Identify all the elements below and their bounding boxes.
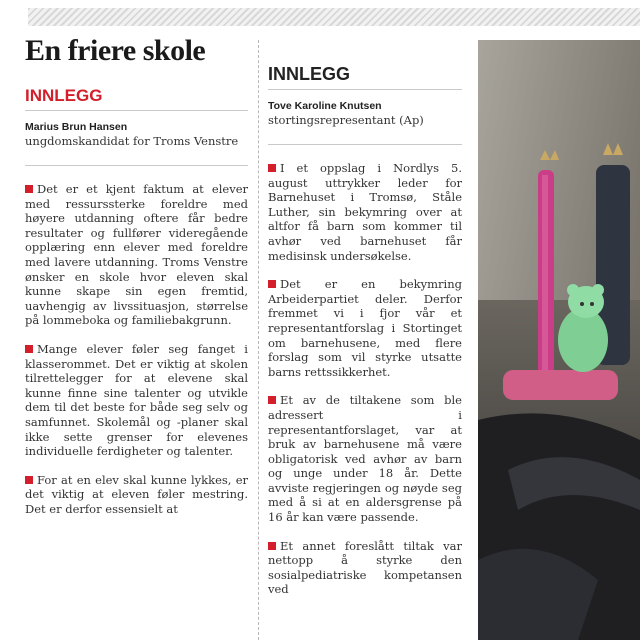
author-role: ungdomskandidat for Troms Venstre: [25, 134, 239, 148]
paragraph: Det er en bekymring Arbeiderpartiet deler. Derfor fremmet vi i fjor vår et representantforslag i Stortinget om barnehusene, med flere forslag som vil styrke utsatte barns rettssikkerhet.: [268, 277, 462, 379]
author-name: Tove Karoline Knutsen: [268, 100, 382, 112]
headline: En friere skole: [25, 34, 206, 67]
byline: [25, 121, 248, 166]
paragraph-marker-icon: [268, 280, 276, 288]
paragraph: Mange elever føler seg fanget i klasserommet. Det er viktig at skolen tilrettelegger for at elevene skal kunne finne sine talenter og utvikle dem til det beste for både seg selv og samfunnet. Skolemål og -planer skal ikke sette grenser for elevenes individuelle ferdigheter og talenter.: [25, 341, 248, 459]
left-article: [25, 34, 248, 530]
paragraph-marker-icon: [268, 164, 276, 172]
paragraph-marker-icon: [25, 185, 33, 193]
header-hatch-bar: [28, 8, 640, 26]
paragraph-marker-icon: [268, 542, 276, 550]
article-photo: [478, 40, 640, 640]
paragraph: Et av de tiltakene som ble adressert i representantforslaget, var at bruk av barnehusene må være obligatorisk ved avhør av barn og unge under 18 år. Dette avviste regjeringen og nøyde seg med å si at en aldersgrense på 16 år kan være passende.: [268, 393, 462, 525]
author-role: stortingsrepresentant (Ap): [268, 113, 424, 127]
photo-illustration: [478, 40, 640, 640]
kicker-label: INNLEGG: [268, 64, 462, 90]
paragraph: I et oppslag i Nordlys 5. august uttrykker leder for Barnehuset i Tromsø, Ståle Luther, sin bekymring over at altfor få barn som kommer til avhør ved barnehuset får medisinsk undersøkelse.: [268, 161, 462, 263]
kicker-label: INNLEGG: [25, 86, 248, 111]
byline: [268, 100, 462, 145]
right-article: [268, 34, 462, 611]
paragraph: Et annet foreslått tiltak var nettopp å styrke den sosialpediatriske kompetansen ved: [268, 538, 462, 597]
paragraph: Det er et kjent faktum at elever med ressurssterke foreldre med høyere utdanning oftere får bedre resultater og fullfører videregående opplæring enn elever med foreldre med lavere utdanning. Troms Venstre ønsker en skole hvor eleven skal kunne skape sin egen fremtid, uavhengig av livssituasjon, størrelse på lommeboka og familiebakgrunn.: [25, 182, 248, 328]
author-name: Marius Brun Hansen: [25, 121, 128, 133]
column-divider: [258, 40, 259, 640]
paragraph-marker-icon: [25, 476, 33, 484]
paragraph-marker-icon: [268, 396, 276, 404]
paragraph: For at en elev skal kunne lykkes, er det viktig at eleven føler mestring. Det er derfor essensielt at: [25, 472, 248, 516]
paragraph-marker-icon: [25, 345, 33, 353]
